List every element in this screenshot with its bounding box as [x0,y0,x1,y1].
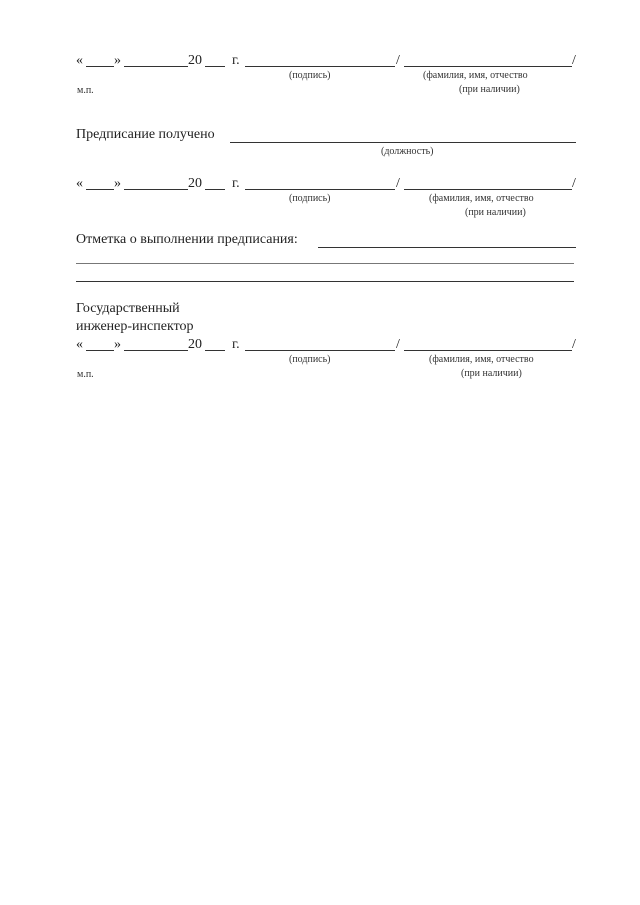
day-blank [86,66,114,67]
separator-slash-end: / [572,176,576,191]
name-caption-note: (при наличии) [461,368,522,379]
year-blank [205,66,225,67]
separator-slash: / [396,337,400,352]
name-caption-note: (при наличии) [459,84,520,95]
name-caption: (фамилия, имя, отчество [423,70,528,81]
name-blank [404,350,572,351]
signature-blank [245,189,395,190]
signature-caption: (подпись) [289,193,331,204]
date-open-quote: « [76,337,83,352]
signature-blank [245,350,395,351]
day-blank [86,350,114,351]
month-blank [124,189,188,190]
name-blank [404,189,572,190]
year-prefix: 20 [188,53,202,68]
year-abbrev: г. [232,53,240,68]
year-abbrev: г. [232,337,240,352]
month-blank [124,66,188,67]
stamp-place: м.п. [77,369,94,380]
date-close-quote: » [114,337,121,352]
signature-caption: (подпись) [289,354,331,365]
year-prefix: 20 [188,176,202,191]
separator-slash: / [396,53,400,68]
signature-blank [245,66,395,67]
date-close-quote: » [114,176,121,191]
year-blank [205,350,225,351]
inspector-title-line1: Государственный [76,301,180,316]
name-blank [404,66,572,67]
date-open-quote: « [76,53,83,68]
fulfillment-blank-2 [76,263,574,264]
inspector-title-line2: инженер-инспектор [76,319,194,334]
stamp-place: м.п. [77,85,94,96]
month-blank [124,350,188,351]
separator-slash-end: / [572,53,576,68]
received-label: Предписание получено [76,127,215,142]
date-close-quote: » [114,53,121,68]
name-caption-note: (при наличии) [465,207,526,218]
year-abbrev: г. [232,176,240,191]
fulfillment-blank-3 [76,281,574,282]
day-blank [86,189,114,190]
position-blank [230,142,576,143]
fulfillment-blank-1 [318,247,576,248]
fulfillment-label: Отметка о выполнении предписания: [76,232,298,247]
separator-slash-end: / [572,337,576,352]
separator-slash: / [396,176,400,191]
name-caption: (фамилия, имя, отчество [429,193,534,204]
date-open-quote: « [76,176,83,191]
year-prefix: 20 [188,337,202,352]
position-caption: (должность) [381,146,434,157]
signature-caption: (подпись) [289,70,331,81]
name-caption: (фамилия, имя, отчество [429,354,534,365]
year-blank [205,189,225,190]
